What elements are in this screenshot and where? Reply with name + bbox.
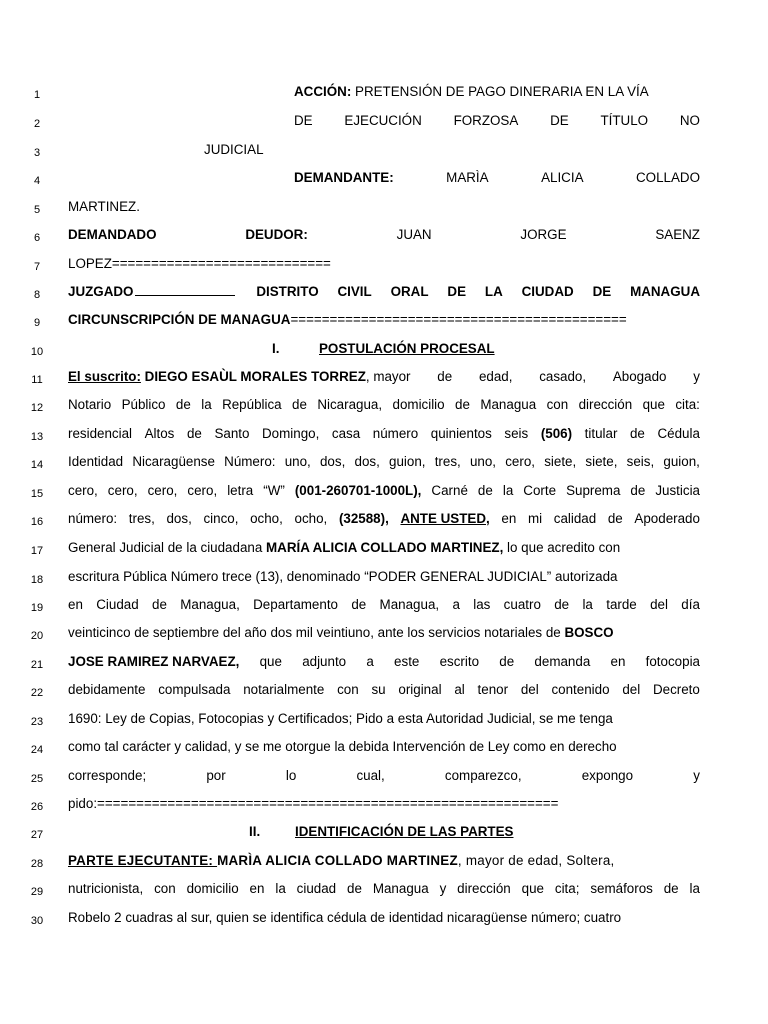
word: semáforos: [590, 881, 653, 896]
word: , mayor: [365, 369, 411, 384]
word: de: [186, 426, 202, 441]
word: guion,: [389, 454, 426, 469]
text: 1690: Ley de Copias, Fotocopias y Certificados; Pido a esta Autoridad Judicial, se me tenga: [68, 711, 613, 726]
word: este: [394, 654, 420, 669]
word: Decreto: [652, 682, 700, 697]
word: y: [693, 369, 700, 384]
text: escritura Pública Número trece (13), denominado “PODER GENERAL JUDICIAL” autorizada: [68, 569, 618, 584]
notary-name: JOSE RAMIREZ NARVAEZ,: [68, 654, 240, 669]
line-number: 29: [30, 886, 44, 898]
line-number: 26: [30, 801, 44, 813]
word: ALICIA: [541, 170, 584, 185]
word: Ciudad: [96, 597, 139, 612]
word: DISTRITO: [256, 284, 319, 299]
demandante-line2: MARTINEZ.: [68, 199, 140, 214]
line-number: 18: [30, 574, 44, 586]
line-text: [68, 423, 700, 445]
word: expongo: [581, 768, 634, 783]
word: del: [622, 682, 641, 697]
notary-first: BOSCO: [564, 625, 614, 640]
word: la: [201, 397, 212, 412]
word: Justicia: [655, 483, 700, 498]
line-text: [294, 81, 700, 103]
line-text: [68, 480, 700, 502]
text: , mayor de edad, Soltera,: [457, 853, 615, 868]
word: quinientos: [430, 426, 492, 441]
word: de: [152, 597, 167, 612]
word: uno,: [284, 454, 311, 469]
word: de: [629, 426, 645, 441]
juzgado-label: JUZGADO: [68, 284, 134, 299]
demandado-line2: LOPEZ============================: [68, 256, 331, 271]
document-line: [0, 537, 768, 559]
word: de: [554, 597, 570, 612]
section-number: I.: [272, 341, 280, 356]
word: día: [681, 597, 700, 612]
accion-label: ACCIÓN:: [294, 84, 352, 99]
line-number: 10: [30, 346, 44, 358]
word: residencial: [68, 426, 133, 441]
word: del: [520, 682, 539, 697]
word: seis,: [626, 454, 655, 469]
line-number: 21: [30, 659, 44, 671]
word: de: [477, 483, 493, 498]
line-number: 23: [30, 716, 44, 728]
word: a: [452, 597, 460, 612]
line-number: 4: [33, 175, 41, 187]
line-text: [68, 566, 700, 588]
line-text: [68, 451, 700, 473]
document-line: [0, 907, 768, 929]
document-line: [0, 366, 768, 388]
line-number: 20: [30, 630, 44, 642]
document-line: [0, 679, 768, 701]
juzgado-group: [68, 281, 237, 303]
section-title: IDENTIFICACIÓN DE LAS PARTES: [295, 824, 514, 839]
text: lo que acredito con: [503, 540, 621, 555]
document-line: [0, 196, 768, 218]
document-line: [0, 736, 768, 758]
line-number: 17: [30, 545, 44, 557]
word: FORZOSA: [453, 113, 519, 128]
word: cero,: [187, 483, 218, 498]
word: con: [154, 881, 176, 896]
word: Abogado: [612, 369, 667, 384]
line-text: [68, 394, 700, 416]
word: Corte: [523, 483, 557, 498]
word: Domingo,: [262, 426, 320, 441]
word: con: [337, 682, 359, 697]
word: nutricionista,: [68, 881, 144, 896]
line-number: 24: [30, 744, 44, 756]
word: de: [499, 654, 515, 669]
document-line: [0, 167, 768, 189]
word: de: [351, 597, 367, 612]
section-heading: [272, 338, 279, 360]
line-text: [68, 537, 700, 559]
line-text: [68, 309, 700, 331]
word: MARÌA: [446, 170, 489, 185]
word: dirección: [578, 397, 633, 412]
word: DE: [592, 284, 612, 299]
suscrito-group: [68, 366, 411, 388]
word: su: [371, 682, 386, 697]
text: veinticinco de septiembre del año dos mil veintiuno, ante los servicios notariales de: [68, 625, 565, 640]
line-number: 3: [33, 147, 41, 159]
word: contenido: [551, 682, 610, 697]
line-text: [204, 139, 404, 161]
circunscripcion: CIRCUNSCRIPCIÓN DE MANAGUA: [68, 312, 291, 327]
line-number: 6: [33, 232, 41, 244]
word: demanda: [534, 654, 591, 669]
document-line: [0, 594, 768, 616]
word: dirección: [457, 881, 511, 896]
text: como tal carácter y calidad, y se me otorgue la debida Intervención de Ley como en derecho: [68, 739, 617, 754]
word: JUAN: [396, 227, 432, 242]
word: debidamente: [68, 682, 146, 697]
word: LA: [484, 284, 503, 299]
word: domicilio: [392, 397, 445, 412]
line-text: [68, 736, 700, 758]
word: que: [259, 654, 282, 669]
word: SAENZ: [655, 227, 700, 242]
word: ocho,: [294, 511, 328, 526]
line-text: [68, 651, 700, 673]
word: de: [663, 881, 679, 896]
word: DE: [550, 113, 569, 128]
word: Suprema: [566, 483, 621, 498]
word: Managua: [372, 881, 429, 896]
word: original: [398, 682, 442, 697]
line-number: 13: [30, 431, 44, 443]
word: casado,: [539, 369, 587, 384]
text: General Judicial de la ciudadana: [68, 540, 267, 555]
document-line: [0, 253, 768, 275]
word: Identidad: [68, 454, 124, 469]
section-number: II.: [249, 824, 261, 839]
word: de: [437, 369, 453, 384]
word: número:: [68, 511, 118, 526]
word: Carné: [431, 483, 468, 498]
word: DEUDOR:: [245, 227, 308, 242]
word: ocho,: [250, 511, 283, 526]
section-title: POSTULACIÓN PROCESAL: [319, 341, 495, 356]
document-line: [0, 878, 768, 900]
word: y: [439, 881, 447, 896]
ante-usted: ANTE USTED,: [400, 511, 490, 526]
word: Altos: [144, 426, 175, 441]
line-number: 7: [33, 261, 41, 273]
document-line: [0, 793, 768, 815]
word: Apoderado: [634, 511, 700, 526]
parte-name: MARÌA ALICIA COLLADO MARTINEZ: [217, 853, 458, 868]
line-text: [68, 850, 700, 872]
word: que: [521, 881, 544, 896]
word: domicilio: [186, 881, 239, 896]
word: escrito: [439, 654, 480, 669]
document-line: [0, 622, 768, 644]
word: corresponde;: [68, 768, 147, 783]
document-line: [0, 423, 768, 445]
word: la: [502, 483, 514, 498]
word: dos,: [354, 454, 380, 469]
word: la: [689, 881, 700, 896]
word: fotocopia: [645, 654, 700, 669]
accion-text: PRETENSIÓN DE PAGO DINERARIA EN LA VÍA: [355, 84, 649, 99]
line-number: 2: [33, 118, 41, 130]
line-text: [68, 224, 700, 246]
word: Público: [121, 397, 166, 412]
line-number: 19: [30, 602, 44, 614]
line-number: 16: [30, 516, 44, 528]
word: de: [455, 397, 470, 412]
word: Managua,: [180, 597, 240, 612]
document-line: [0, 480, 768, 502]
word: en: [68, 597, 83, 612]
document-line: [0, 394, 768, 416]
line-number: 30: [30, 915, 44, 927]
line-text: [294, 167, 700, 189]
document-line: [0, 338, 768, 360]
client-name: MARÍA ALICIA COLLADO MARTINEZ,: [266, 540, 504, 555]
word: de: [607, 511, 623, 526]
word: MANAGUA: [630, 284, 700, 299]
word: cita:: [675, 397, 700, 412]
word: que: [642, 397, 665, 412]
document-line: [0, 139, 768, 161]
cedula-number: (001-260701-1000L),: [294, 483, 422, 498]
document-line: [0, 651, 768, 673]
line-number: 14: [30, 459, 44, 471]
word: Managua: [480, 397, 537, 412]
bold-number: (506): [540, 426, 573, 441]
line-number: 25: [30, 773, 44, 785]
word: edad,: [478, 369, 513, 384]
fill: ===========================================: [290, 312, 627, 327]
document-line: [0, 281, 768, 303]
word: de: [175, 397, 191, 412]
word: Santo: [214, 426, 250, 441]
word: número: [372, 426, 419, 441]
parte-label: PARTE EJECUTANTE:: [68, 853, 218, 868]
word: tres,: [128, 511, 155, 526]
word: CIUDAD: [521, 284, 574, 299]
word: Nicaragüense: [132, 454, 215, 469]
line-number: 27: [30, 829, 44, 841]
word: en: [249, 881, 265, 896]
word: Número:: [224, 454, 276, 469]
accion-heading: [294, 84, 649, 99]
word: y: [693, 768, 700, 783]
text: Robelo 2 cuadras al sur, quien se identifica cédula de identidad nicaragüense número; cuatro: [68, 910, 622, 925]
word: siete,: [585, 454, 618, 469]
word: cero,: [68, 483, 98, 498]
document-line: [0, 821, 768, 843]
line-number: 9: [33, 317, 41, 329]
word: cero,: [147, 483, 178, 498]
word: Notario: [68, 397, 112, 412]
word: en: [610, 654, 626, 669]
word: cual,: [356, 768, 385, 783]
document-line: [0, 850, 768, 872]
line-text: [68, 253, 700, 275]
word: a: [366, 654, 374, 669]
word: comparezco,: [444, 768, 522, 783]
word: en: [501, 511, 517, 526]
word: Managua,: [379, 597, 440, 612]
word: República: [222, 397, 282, 412]
word: dos,: [166, 511, 192, 526]
word: COLLADO: [635, 170, 700, 185]
line-number: 5: [33, 204, 41, 216]
word: por: [206, 768, 226, 783]
word: ciudad: [296, 881, 337, 896]
word: DE: [294, 113, 313, 128]
line-number: 11: [31, 374, 43, 386]
document-line: [0, 451, 768, 473]
carne-number: (32588),: [338, 511, 389, 526]
line-number: 22: [30, 687, 44, 699]
line-text: [68, 765, 700, 787]
word: letra: [227, 483, 254, 498]
word: DE: [447, 284, 467, 299]
word: dos,: [319, 454, 346, 469]
word: “W”: [263, 483, 285, 498]
word: la: [582, 597, 593, 612]
word: calidad: [553, 511, 597, 526]
word: siete,: [544, 454, 577, 469]
word: lo: [285, 768, 297, 783]
text: pido:===========================================================: [68, 796, 559, 811]
word: titular: [584, 426, 618, 441]
word: adjunto: [302, 654, 347, 669]
word: tarde: [606, 597, 637, 612]
word: al: [454, 682, 465, 697]
word: cuatro: [503, 597, 541, 612]
word: de: [292, 397, 307, 412]
word: uno,: [469, 454, 497, 469]
document-line: [0, 765, 768, 787]
word: cinco,: [203, 511, 239, 526]
word: las: [473, 597, 491, 612]
document-line: [0, 224, 768, 246]
word: Cédula: [657, 426, 700, 441]
word: con: [546, 397, 569, 412]
document-line: [0, 566, 768, 588]
word: notarialmente: [243, 682, 325, 697]
line-number: 28: [30, 858, 44, 870]
line-text: [68, 281, 700, 303]
word: compulsada: [158, 682, 231, 697]
word: ORAL: [390, 284, 429, 299]
document-line: [0, 708, 768, 730]
word: tenor: [477, 682, 509, 697]
word: JORGE: [520, 227, 567, 242]
word: Nicaragua,: [317, 397, 383, 412]
line-text: [294, 110, 700, 132]
blank-line: [135, 283, 235, 296]
word: cero,: [505, 454, 535, 469]
word: del: [650, 597, 668, 612]
line-text: [68, 622, 700, 644]
line-text: [68, 196, 700, 218]
document-line: [0, 81, 768, 103]
word: NO: [679, 113, 700, 128]
word: TÍTULO: [600, 113, 649, 128]
document-line: [0, 508, 768, 530]
word: la: [275, 881, 286, 896]
document-line: [0, 309, 768, 331]
line-text: [68, 878, 700, 900]
line-number: 8: [33, 289, 41, 301]
word: guion,: [663, 454, 700, 469]
document-line: [0, 110, 768, 132]
word: EJECUCIÓN: [344, 113, 422, 128]
word: de: [347, 881, 362, 896]
line-text: [68, 708, 700, 730]
accion-line3: JUDICIAL: [204, 142, 264, 157]
line-text: [68, 508, 700, 530]
line-number: 1: [33, 89, 41, 101]
line-text: [68, 793, 700, 815]
word: casa: [331, 426, 361, 441]
demandante-label: DEMANDANTE:: [294, 170, 394, 185]
word: cita;: [554, 881, 580, 896]
line-number: 12: [30, 402, 44, 414]
line-text: [68, 907, 700, 929]
word: mi: [527, 511, 543, 526]
line-text: [68, 366, 700, 388]
line-number: 15: [30, 488, 44, 500]
suscrito-label: El suscrito:: [68, 369, 141, 384]
suscrito-name: DIEGO ESAÙL MORALES TORREZ: [140, 369, 366, 384]
word: tres,: [434, 454, 461, 469]
word: Departamento: [253, 597, 338, 612]
word: cero,: [107, 483, 138, 498]
word: seis: [504, 426, 529, 441]
line-text: [68, 679, 700, 701]
word: DEMANDADO: [68, 227, 157, 242]
line-text: [68, 594, 700, 616]
word: de: [630, 483, 646, 498]
word: CIVIL: [337, 284, 372, 299]
